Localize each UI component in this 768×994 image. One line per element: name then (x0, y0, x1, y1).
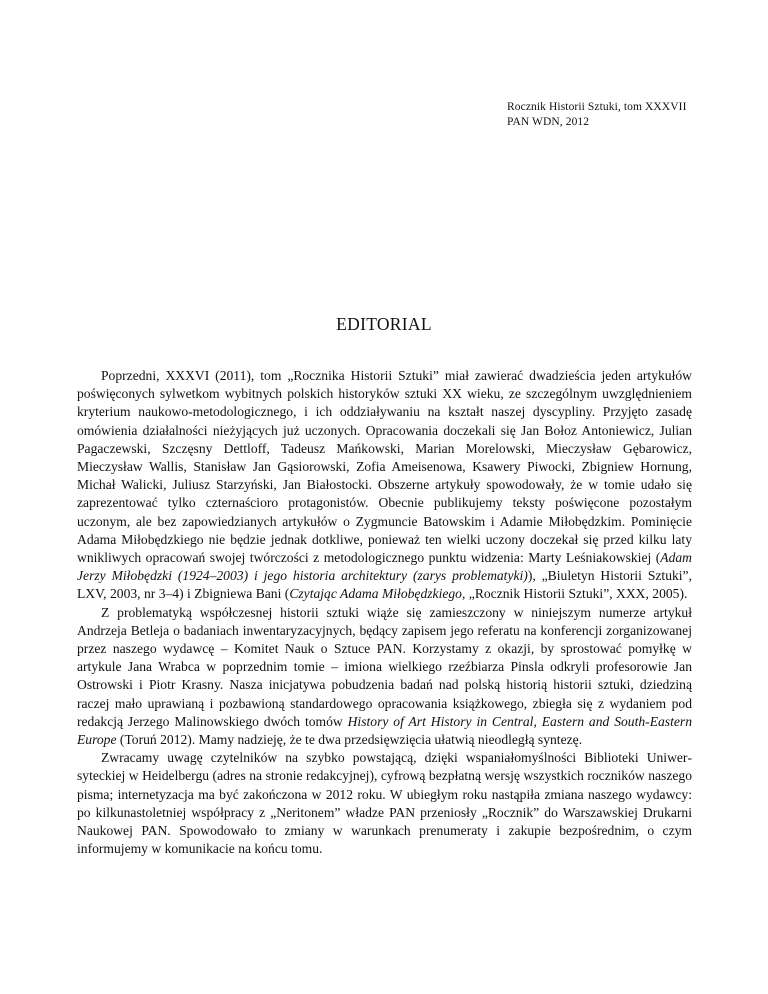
paragraph-1-title-citation: Adam Jerzy Miłobędzki (1924–2003) i jego historia architektury (zarys problematyki) (77, 550, 692, 584)
paragraph-1-run: Poprzedni, XXXVI (2011), tom „Rocznika Historii Sztuki” miał zawierać dwadzieścia jeden artykułów poświęconych sylwetkom wybitnych polskich historyków sztuki XX wieku, ze szczególnym uwzględnieniem kryterium naukowo-metodologicznego, i ich oddziaływaniu na kształt naszej dyscypliny. Przyjęto zasadę omówienia działalności nieżyjących już uczonych. Opracowania doczekali się Jan Bołoz Antoniewicz, Julian Pagaczewski, Szczęsny Dettloff, Tadeusz Mańkowski, Marian Morelowski, Mieczysław Gębarowicz, Mieczysław Wallis, Stanisław Jan Gąsiorowski, Zofia Ameisenowa, Ksawery Piwocki, Zbigniew Hornung, Michał Walicki, Juliusz Starzyński, Jan Białostocki. Obszerne artykuły spowodowały, że w tomie udało się zaprezentować tylko czternaścioro protagonistów. Obecnie publikujemy teksty poświęcone pozostałym uczonym, ale bez zapowiedzianych artykułów o Zygmuncie Batowskim i Adamie Miłobędzkim. Pominięcie Adama Miłobędzkiego nie będzie jednak dotkliwe, ponieważ ten wielki uczony doczekał się przed kilku laty wnikliwych opracowań swojej twórczości z metodologicznego punktu widzenia: Marty Leśniakowskiej ( (77, 368, 692, 566)
paragraph-1-run: , „Rocznik Historii Sztuki”, XXX, 2005). (461, 586, 688, 602)
paragraph-2-title-citation: History of Art History in Central, Eastern and South-Eastern Europe (77, 713, 692, 748)
journal-citation: Rocznik Historii Sztuki, tom XXXVII (507, 101, 687, 113)
paragraph-1-title-citation: Czytając Adama Miłobędzkiego (289, 586, 462, 602)
paragraph-3 (77, 749, 692, 858)
running-header (507, 100, 687, 130)
paragraph-2 (77, 604, 692, 750)
editorial-body (77, 367, 692, 858)
paragraph-2-run: Z problematyką współczesnej historii sztuki wiąże się zamieszczony w niniejszym numerze artykuł Andrzeja Betleja o badaniach inwentaryzacyjnych, będący zapisem jego referatu na konferencji zorganizowanej przez naszego wydawcę – Komitet Nauk o Sztuce PAN. Korzystamy z okazji, by sprostować pomyłkę w artykule Jana Wrabca w poprzednim tomie – imiona wielkiego rzeźbiarza Pinsla odkryli profesorowie Jan Ostrowski i Piotr Krasny. Nasza inicjatywa pobudzenia badań nad polską historią historii sztuki, dziedziną raczej mało uprawianą i pozbawioną standardowego opracowania książkowego, zbiegła się z wydaniem pod redakcją Jerzego Malinowskiego dwóch tomów (77, 604, 692, 729)
publisher-year: PAN WDN, 2012 (507, 116, 590, 128)
paragraph-3-run: Zwracamy uwagę czytelników na szybko powstającą, dzięki wspaniałomyślności Biblioteki Uniwersyteckiej w Heidelbergu (adres na stronie redakcyjnej), cyfrową bezpłatną wersję wszystkich roczników naszego pisma; internetyzacja ma być zakończona w 2012 roku. W ubiegłym roku nastąpiła zmiana naszego wydawcy: po kilkunastoletniej współpracy z „Neritonem” władze PAN przeniosły „Rocznik” do Warszawskiej Drukarni Naukowej PAN. Spowodowało to zmiany w warunkach prenumeraty i zakupie bezpośrednim, o czym informujemy w komunikacie na końcu tomu. (77, 750, 692, 857)
page-title: EDITORIAL (336, 314, 432, 334)
paragraph-2-run: (Toruń 2012). Mamy nadzieję, że te dwa przedsięwzięcia ułatwią nieodległą syntezę. (116, 732, 583, 748)
paragraph-1-run: ), „Biuletyn Historii Sztuki”, LXV, 2003, nr 3–4) i Zbigniewa Bani ( (77, 568, 692, 602)
paragraph-1 (77, 367, 692, 604)
